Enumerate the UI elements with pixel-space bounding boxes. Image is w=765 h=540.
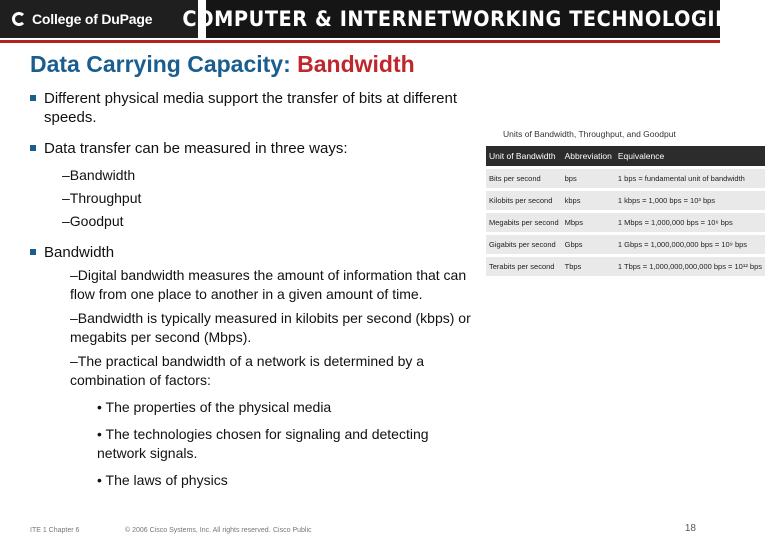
factor-item: • The technologies chosen for signaling and detecting network signals. [97, 426, 429, 461]
bullet-item [30, 139, 485, 158]
table-row [486, 190, 765, 212]
factor-item: • The properties of the physical media [97, 399, 332, 415]
column-header: Unit of Bandwidth [486, 146, 562, 168]
table-row [486, 168, 765, 190]
header-divider [0, 40, 720, 43]
bullet-marker [30, 95, 36, 101]
table-cell: Megabits per second [486, 212, 562, 234]
table-cell: 1 bps = fundamental unit of bandwidth [615, 168, 765, 190]
slide-title-main: Data Carrying Capacity: [30, 51, 298, 77]
bandwidth-point: –Digital bandwidth measures the amount of information that can flow from one place to another in a given amount of time. [70, 267, 467, 302]
footer-chapter: ITE 1 Chapter 6 [30, 527, 80, 534]
measure-item: –Bandwidth [62, 167, 136, 183]
table-header-row [486, 146, 765, 168]
footer-classification: Cisco Public [273, 527, 312, 534]
table-cell: kbps [562, 190, 615, 212]
college-logo-icon [12, 12, 26, 26]
table-cell: Bits per second [486, 168, 562, 190]
table-row [486, 256, 765, 277]
bandwidth-point: –Bandwidth is typically measured in kilobits per second (kbps) or megabits per second (Mbps). [70, 310, 471, 345]
column-header: Abbreviation [562, 146, 615, 168]
bullet-text: Bandwidth [44, 244, 115, 261]
measures-list [30, 166, 485, 231]
bullet-text: Different physical media support the transfer of bits at different speeds. [44, 90, 457, 126]
units-table-title: Units of Bandwidth, Throughput, and Goodput [503, 129, 676, 139]
table-row [486, 234, 765, 256]
slide-title-accent: Bandwidth [297, 51, 415, 77]
table-cell: Terabits per second [486, 256, 562, 277]
measure-item: –Goodput [62, 213, 124, 229]
bullet-marker [30, 145, 36, 151]
slide-content [30, 89, 485, 490]
table-cell: Kilobits per second [486, 190, 562, 212]
table-cell: Mbps [562, 212, 615, 234]
logo-text: College of DuPage [32, 11, 153, 27]
table-row [486, 212, 765, 234]
program-banner [182, 0, 744, 38]
footer-copyright: © 2006 Cisco Systems, Inc. All rights reserved. [125, 527, 271, 534]
table-cell: 1 kbps = 1,000 bps = 10³ bps [615, 190, 765, 212]
table-cell: Gbps [562, 234, 615, 256]
table-cell: 1 Tbps = 1,000,000,000,000 bps = 10¹² bps [615, 256, 765, 277]
slide-title [30, 51, 415, 78]
header [0, 0, 744, 38]
table-cell: 1 Mbps = 1,000,000 bps = 10⁶ bps [615, 212, 765, 234]
bandwidth-point: –The practical bandwidth of a network is determined by a combination of factors: [70, 353, 425, 388]
bullet-text: Data transfer can be measured in three ways: [44, 140, 348, 157]
college-logo [0, 0, 198, 38]
table-cell: bps [562, 168, 615, 190]
factor-item: • The laws of physics [97, 472, 228, 488]
table-cell: Tbps [562, 256, 615, 277]
bullet-item [30, 89, 485, 127]
table-cell: Gigabits per second [486, 234, 562, 256]
table-cell: 1 Gbps = 1,000,000,000 bps = 10⁹ bps [615, 234, 765, 256]
banner-text: COMPUTER & INTERNETWORKING TECHNOLOGIES [182, 7, 744, 31]
bullet-item [30, 243, 485, 262]
bullet-marker [30, 249, 36, 255]
measure-item: –Throughput [62, 190, 142, 206]
column-header: Equivalence [615, 146, 765, 168]
page-number: 18 [684, 523, 696, 534]
units-table [486, 146, 765, 276]
